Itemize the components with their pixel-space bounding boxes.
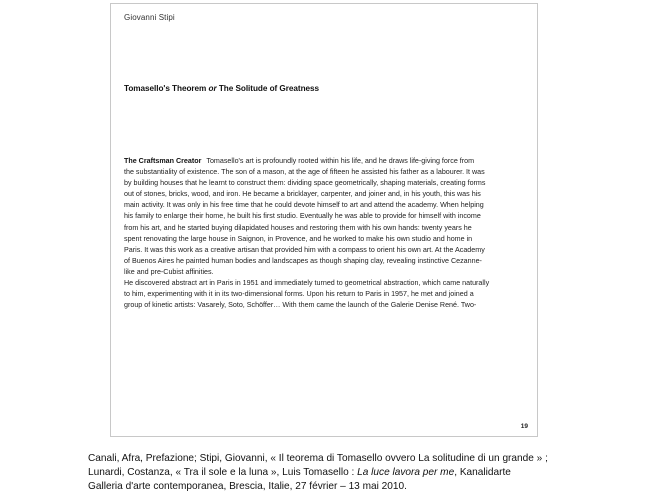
body-line: to him, experimenting with it in its two-dimensional forms. Upon his return to Paris in 1957, he met and joined a [124,290,474,299]
body-line: main activity. It was only in his free time that he could devote himself to art and attend the academy. When helping [124,201,484,210]
body-line: the substantiality of existence. The son of a mason, at the age of fifteen he assisted his father as a labourer. It was [124,168,485,177]
body-line: of Buenos Aires he painted human bodies and landscapes as though shaping clay, revealing instinctive Cezanne- [124,256,482,265]
body-line: He discovered abstract art in Paris in 1951 and immediately turned to geometrical abstraction, which came naturally [124,279,490,288]
body-line-text: Tomasello's art is profoundly rooted within his life, and he draws life-giving force from [206,157,475,165]
section-lead-in: The Craftsman Creator [124,157,202,165]
title-part-2: The Solitude of Greatness [216,84,320,93]
article-title [124,84,319,93]
body-line: spent renovating the large house in Saignon, in Provence, and he worked to make his own studio and home in [124,234,473,243]
body-line: Paris. It was this work as a creative artisan that provided him with a compass to orient his own art. At the Academy [124,245,485,254]
body-line: out of stones, bricks, wood, and iron. He became a bricklayer, carpenter, and joiner and, in his youth, this was his [124,190,481,199]
body-line [124,156,526,167]
body-line: from his art, and he started buying dilapidated houses and restoring them with his own hands: twenty years he [124,223,472,232]
caption-exhibition-title: La luce lavora per me [357,466,455,478]
running-head: Giovanni Stipi [124,13,175,22]
body-line: group of kinetic artists: Vasarely, Soto, Schöffer… With them came the launch of the Galerie Denise René. Two- [124,301,477,310]
caption-line-2 [88,466,608,480]
title-or: or [208,84,217,93]
body-line: his family to enlarge their home, he built his first studio. Eventually he was able to provide for himself with income [124,212,481,221]
caption-line-1: Canali, Afra, Prefazione; Stipi, Giovanni, « Il teorema di Tomasello ovvero La solitudine di un grande » ; [88,453,548,464]
article-body [124,156,526,311]
image-caption [88,452,608,493]
scanned-page [110,3,538,437]
body-line: like and pre-Cubist affinities. [124,267,214,276]
caption-line-2-suffix: , Kanalidarte [454,466,511,478]
caption-line-3: Galleria d'arte contemporanea, Brescia, Italie, 27 février – 13 mai 2010. [88,480,407,492]
caption-line-2-prefix: Lunardi, Costanza, « Tra il sole e la luna », Luis Tomasello : [88,466,358,478]
title-part-1: Tomasello's Theorem [124,84,209,93]
body-line: by building houses that he learnt to construct them: dividing space geometrically, shaping materials, creating forms [124,179,486,188]
page-number: 19 [520,423,528,430]
